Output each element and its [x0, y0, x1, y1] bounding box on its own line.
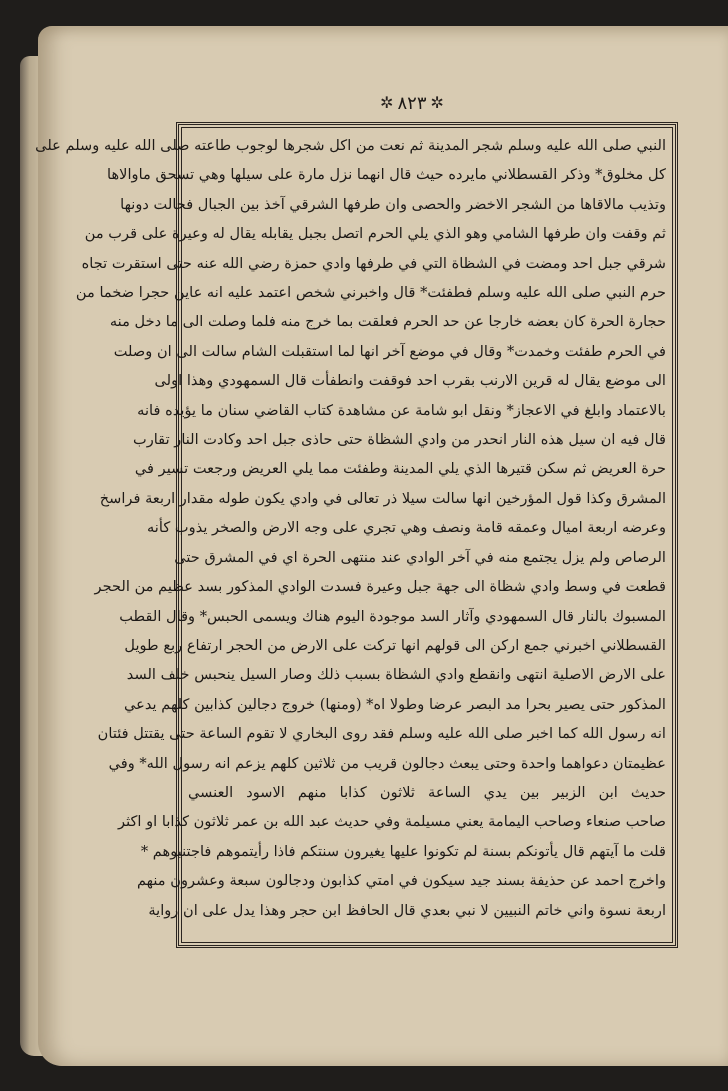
text-line: واخرج احمد عن حذيفة بسند جيد سيكون في امتي كذابون ودجالون سبعة وعشرون منهم: [136, 872, 666, 890]
text-line: المشرق وكذا قول المؤرخين انها سالت سيلا ذر تعالى في وادي يكون طوله مقدار اربعة فراسخ: [99, 489, 666, 507]
text-line: ثم وقفت وان طرفها الشامي وهو الذي يلي الحرم اتصل بجبل يقابله يقال له وعيرة على قرب من: [84, 225, 666, 243]
text-line: كل مخلوق* وذكر القسطلاني مايرده حيث قال انهما نزل مارة على سيلها وهي تسحق ماوالاها: [107, 166, 666, 184]
text-line: الى موضع يقال له قرين الارنب بقرب احد فوقفت وانطفأت قال السمهودي وهذا اولى: [154, 372, 666, 390]
text-line: المسبوك بالنار قال السمهودي وآثار السد موجودة اليوم هناك ويسمى الحبس* وقال القطب: [119, 607, 666, 625]
text-line: قال فيه ان سيل هذه النار انحدر من وادي الشظاة حتى حاذى جبل احد وكادت النار تقارب: [132, 431, 666, 449]
text-line: وعرضه اربعة اميال وعمقه قامة ونصف وهي تجري على وجه الارض والصخر يذوب كأنه: [146, 519, 666, 537]
text-line: حجارة الحرة كان بعضه خارجا عن حد الحرم فعلقت بما خرج منه فلما وصلت الى ما دخل منه: [109, 313, 666, 331]
ornament-left-icon: ✲: [380, 93, 394, 112]
text-line: قطعت في وسط وادي شظاة الى جهة جبل وعيرة فسدت الوادي المذكور بسد عظيم من الحجر: [94, 578, 666, 596]
text-line: شرقي جبل احد ومضت في الشظاة التي في طرفها وادي حمزة رضي الله عنه حتى استقرت تجاه: [81, 254, 666, 272]
text-line: على الارض الاصلية انتهى وانقطع وادي الشظاة بسبب ذلك وصار السيل ينحبس خلف السد: [126, 666, 666, 684]
text-line: حرم النبي صلى الله عليه وسلم فطفئت* قال واخبرني شخص اعتمد عليه انه عاين حجرا ضخما من: [75, 284, 666, 302]
text-line: انه رسول الله كما اخبر صلى الله عليه وسلم فقد روى البخاري لا تقوم الساعة حتى يقتتل فئتان: [97, 725, 666, 743]
text-line: الرصاص ولم يزل يجتمع منه في آخر الوادي عند منتهى الحرة اي في المشرق حتى: [174, 548, 666, 566]
text-frame: [35, 122, 678, 948]
text-line: وتذيب مالاقاها من الشجر الاخضر والحصى وان طرفها الشرقي آخذ بين الجبال فحالت دونها: [120, 195, 666, 213]
text-frame-inner: [35, 127, 673, 943]
text-line: عظيمتان دعواهما واحدة وحتى يبعث دجالون قريب من ثلاثين كلهم يزعم انه رسول الله* وفي: [108, 754, 666, 772]
text-line: في الحرم طفئت وخمدت* وقال في موضع آخر انها لما استقبلت الشام سالت الى ان وصلت: [113, 342, 666, 360]
text-line: حديث ابن الزبير بين يدي الساعة ثلاثون كذابا منهم الاسود العنسي: [188, 783, 666, 801]
body-text: [35, 131, 666, 925]
ornament-right-icon: ✲: [430, 93, 444, 112]
text-line: اربعة نسوة واني خاتم النبيين لا نبي بعدي قال الحافظ ابن حجر وهذا يدل على ان رواية: [148, 901, 666, 919]
text-line: صاحب صنعاء وصاحب اليمامة يعني مسيلمة وفي حديث عبد الله بن عمر ثلاثون كذابا او اكثر: [118, 813, 666, 831]
text-line: حرة العريض ثم سكن قتيرها الذي يلي المدينة وطفئت مما يلي العريض ورجعت تسير في: [134, 460, 666, 478]
text-line: القسطلاني اخبرني جمع اركن الى قولهم انها تركت على الارض من الحجر ارتفاع ربع طويل: [124, 636, 666, 654]
text-line: قلت ما آيتهم قال يأتونكم بسنة لم تكونوا عليها يغيرون سنتكم فاذا رأيتموهم فاجتنبوهم *: [140, 842, 666, 860]
text-line: المذكور حتى يصير بحرا مد البصر عرضا وطولا اه* (ومنها) خروج دجالين كذابين كلهم يدعي: [124, 695, 666, 713]
page-number: ٨٢٣: [397, 92, 427, 114]
page-header: [362, 90, 462, 116]
text-line: النبي صلى الله عليه وسلم شجر المدينة ثم نعت من اكل شجرها لوجوب طاعته صلى الله عليه وسلم على: [35, 137, 666, 154]
text-line: بالاعتماد وابلغ في الاعجاز* ونقل ابو شامة عن مشاهدة كتاب القاضي سنان ما يؤيده فانه: [137, 401, 666, 419]
